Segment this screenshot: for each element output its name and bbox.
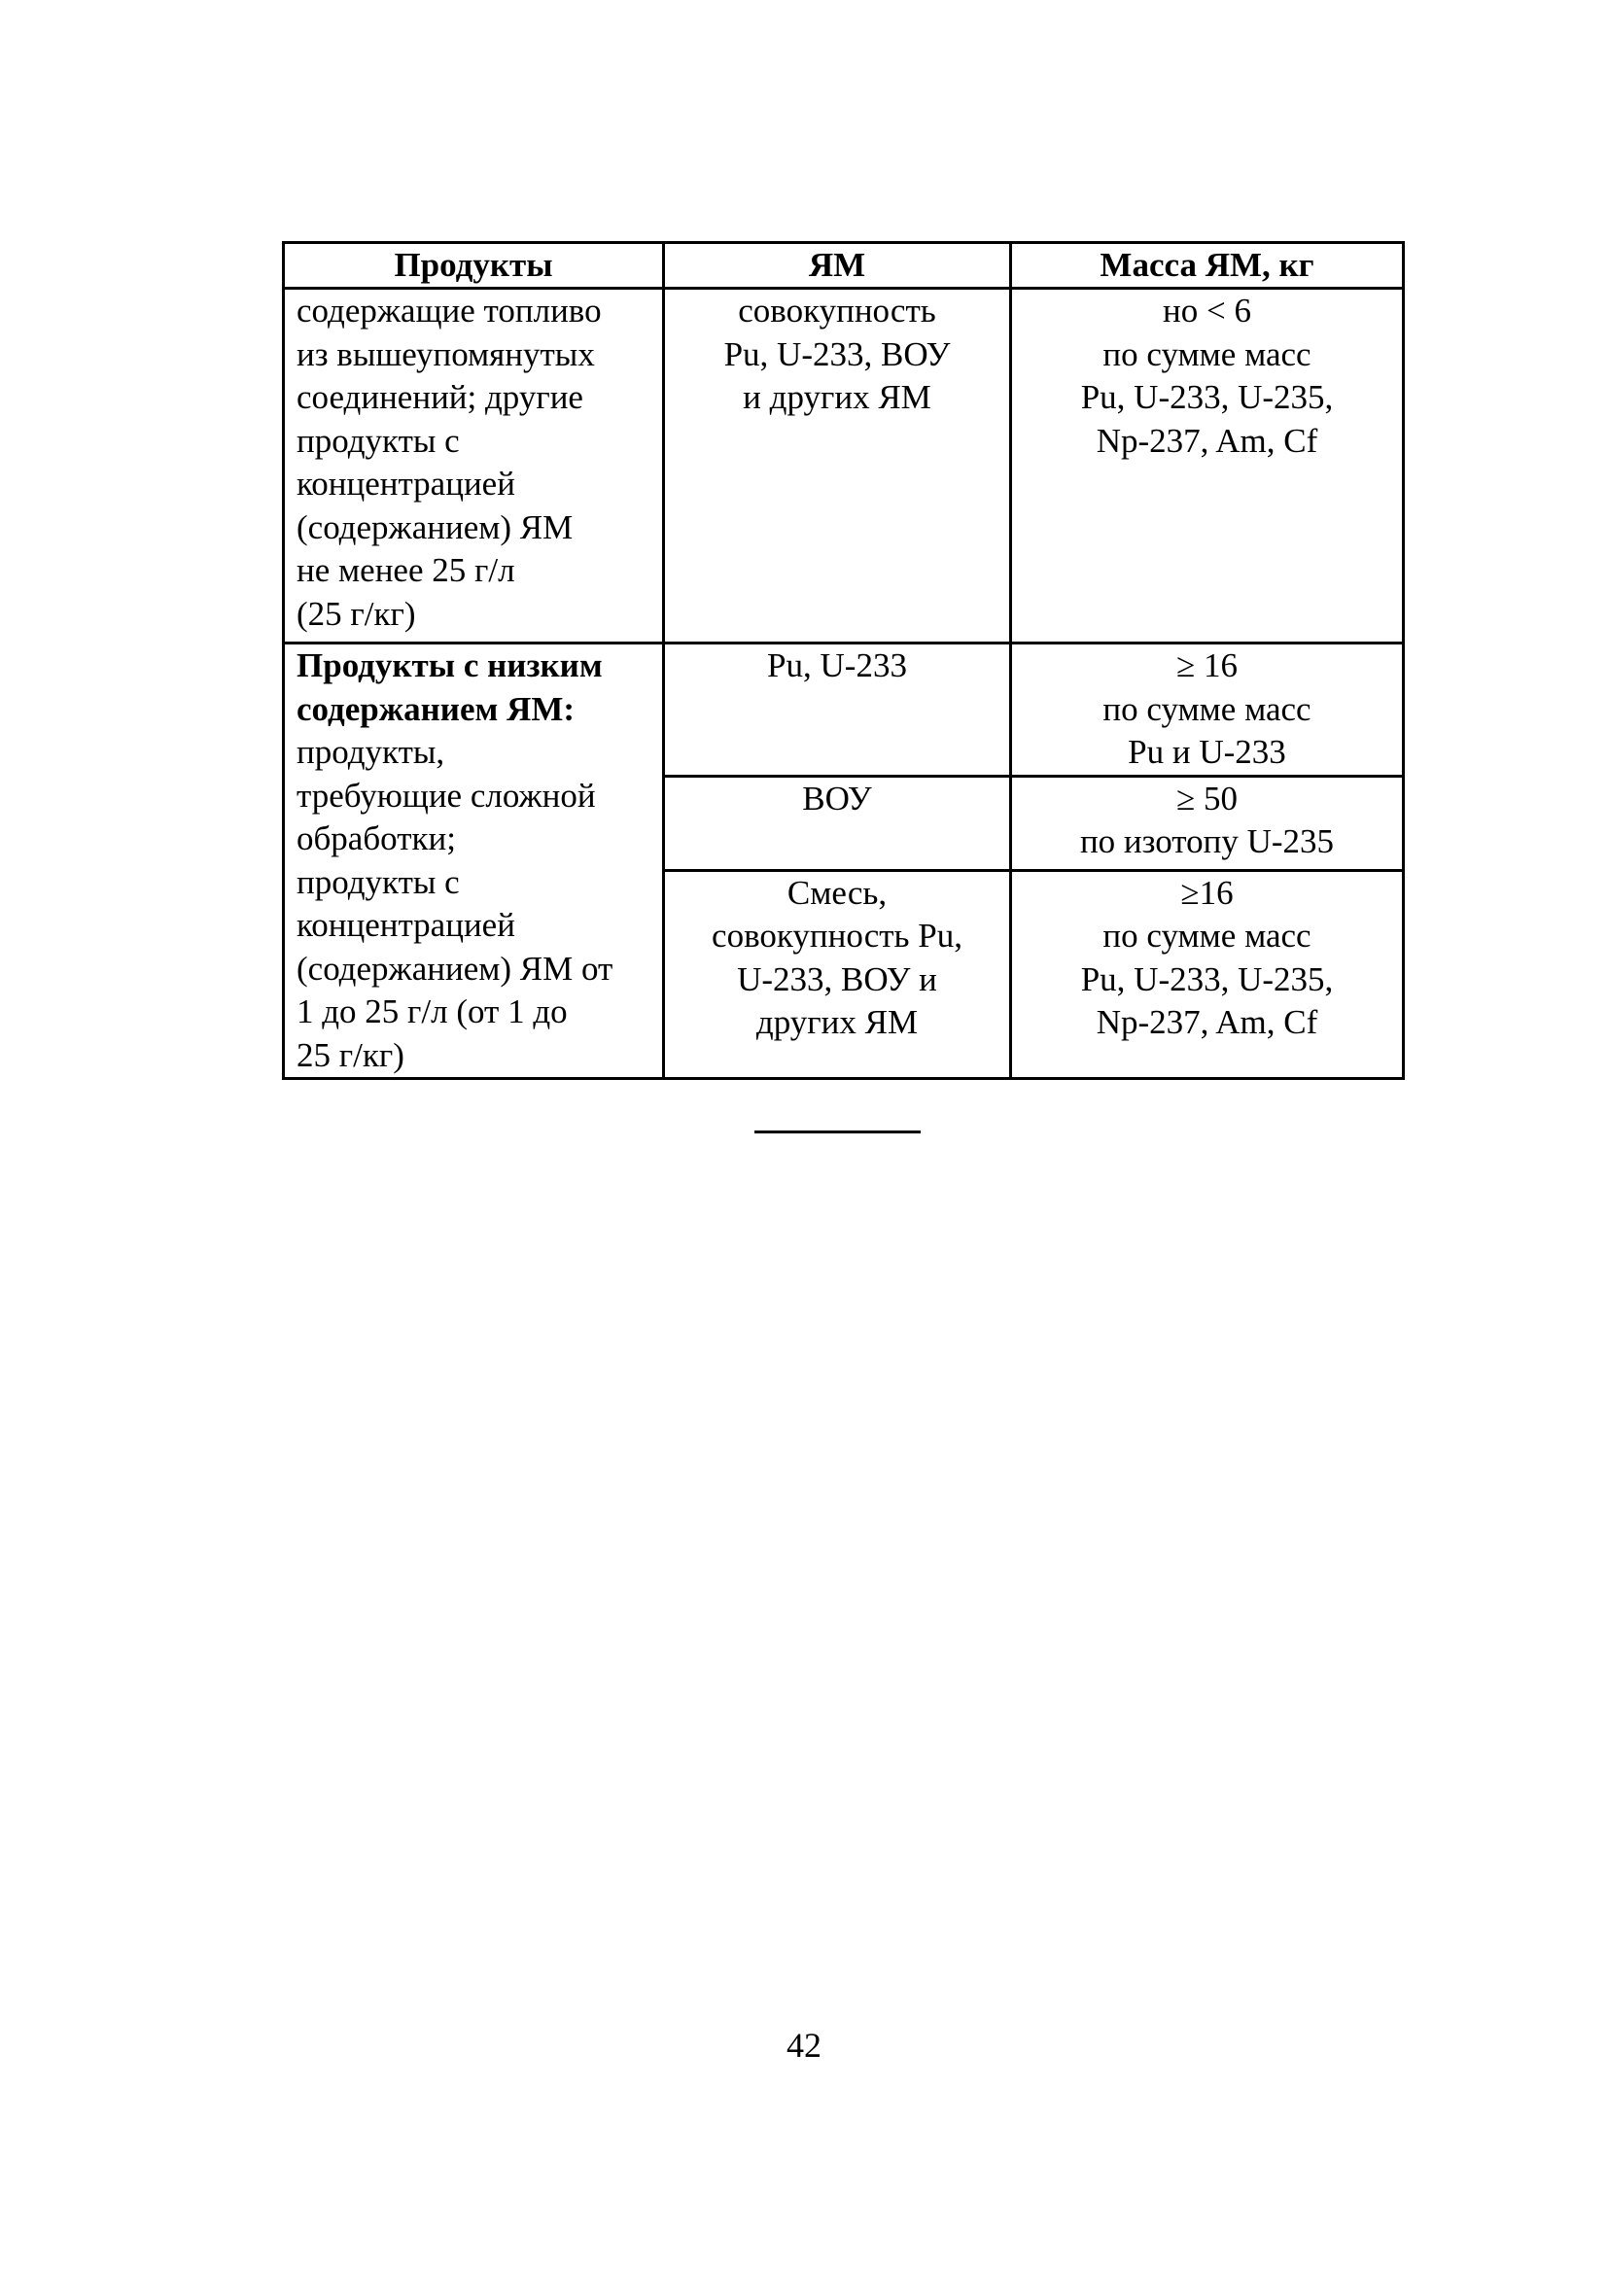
text-line: 1 до 25 г/л (от 1 до — [297, 992, 568, 1030]
text-line: концентрацией — [297, 465, 515, 503]
row1-mass — [1011, 289, 1404, 644]
text-line: ≥ 50 — [1176, 779, 1238, 818]
text-line: по сумме масс — [1102, 917, 1311, 956]
text-line: (содержанием) ЯМ от — [297, 949, 613, 988]
text-line: Pu, U-233, U-235, — [1080, 959, 1334, 998]
text-line-bold: содержанием ЯМ: — [297, 689, 576, 728]
text-line: по изотопу U-235 — [1079, 822, 1335, 861]
text-line: Np-237, Am, Cf — [1096, 1003, 1318, 1042]
header-ym: ЯМ — [664, 243, 1011, 289]
subrow2-mass — [1011, 776, 1404, 870]
text-line: других ЯМ — [755, 1003, 919, 1042]
header-products: Продукты — [284, 243, 664, 289]
table-header-row — [284, 243, 1404, 289]
text-line: Смесь, — [787, 873, 888, 912]
text-line: совокупность — [738, 292, 936, 330]
subrow1-mass — [1011, 644, 1404, 777]
header-mass: Масса ЯМ, кг — [1011, 243, 1404, 289]
text-line: Pu, U-233, U-235, — [1080, 378, 1334, 416]
subrow2-ym — [664, 776, 1011, 870]
text-line: (25 г/кг) — [297, 594, 416, 633]
group2-products — [284, 644, 664, 1079]
table-row — [284, 644, 1404, 777]
text-line: 25 г/кг) — [297, 1035, 404, 1074]
text-line: ≥16 — [1180, 873, 1234, 912]
text-line: ВОУ — [802, 779, 872, 818]
text-line: совокупность Pu, — [712, 917, 962, 956]
text-line: не менее 25 г/л — [297, 551, 515, 589]
table-row — [284, 289, 1404, 644]
text-line: ≥ 16 — [1176, 646, 1238, 684]
text-line: продукты с — [297, 421, 460, 460]
text-line: Pu, U-233, ВОУ — [723, 334, 951, 373]
text-line: Np-237, Am, Cf — [1096, 421, 1318, 460]
materials-table — [282, 241, 1405, 1080]
text-line: Pu и U-233 — [1128, 733, 1286, 771]
text-line: требующие сложной — [297, 776, 596, 815]
text-line: но < 6 — [1163, 292, 1251, 330]
row1-ym — [664, 289, 1011, 644]
text-line: продукты, — [297, 733, 445, 771]
text-line: и других ЯМ — [743, 378, 931, 416]
text-line: из вышеупомянутых — [297, 334, 595, 373]
subrow3-mass — [1011, 870, 1404, 1078]
text-line: концентрацией — [297, 906, 515, 944]
text-line: продукты с — [297, 862, 460, 901]
subrow1-ym — [664, 644, 1011, 777]
text-line: соединений; другие — [297, 378, 583, 416]
text-line: содержащие топливо — [297, 292, 602, 330]
text-line-bold: Продукты с низким — [297, 646, 603, 684]
text-line: по сумме масс — [1102, 334, 1311, 373]
text-line: Pu, U-233 — [767, 646, 907, 684]
text-line: (содержанием) ЯМ — [297, 507, 574, 546]
end-of-table-rule — [754, 1131, 921, 1133]
page-number: 42 — [787, 2026, 821, 2065]
text-line: U-233, ВОУ и — [737, 959, 937, 998]
row1-products — [284, 289, 664, 644]
subrow3-ym — [664, 870, 1011, 1078]
text-line: обработки; — [297, 819, 456, 857]
text-line: по сумме масс — [1102, 689, 1311, 728]
